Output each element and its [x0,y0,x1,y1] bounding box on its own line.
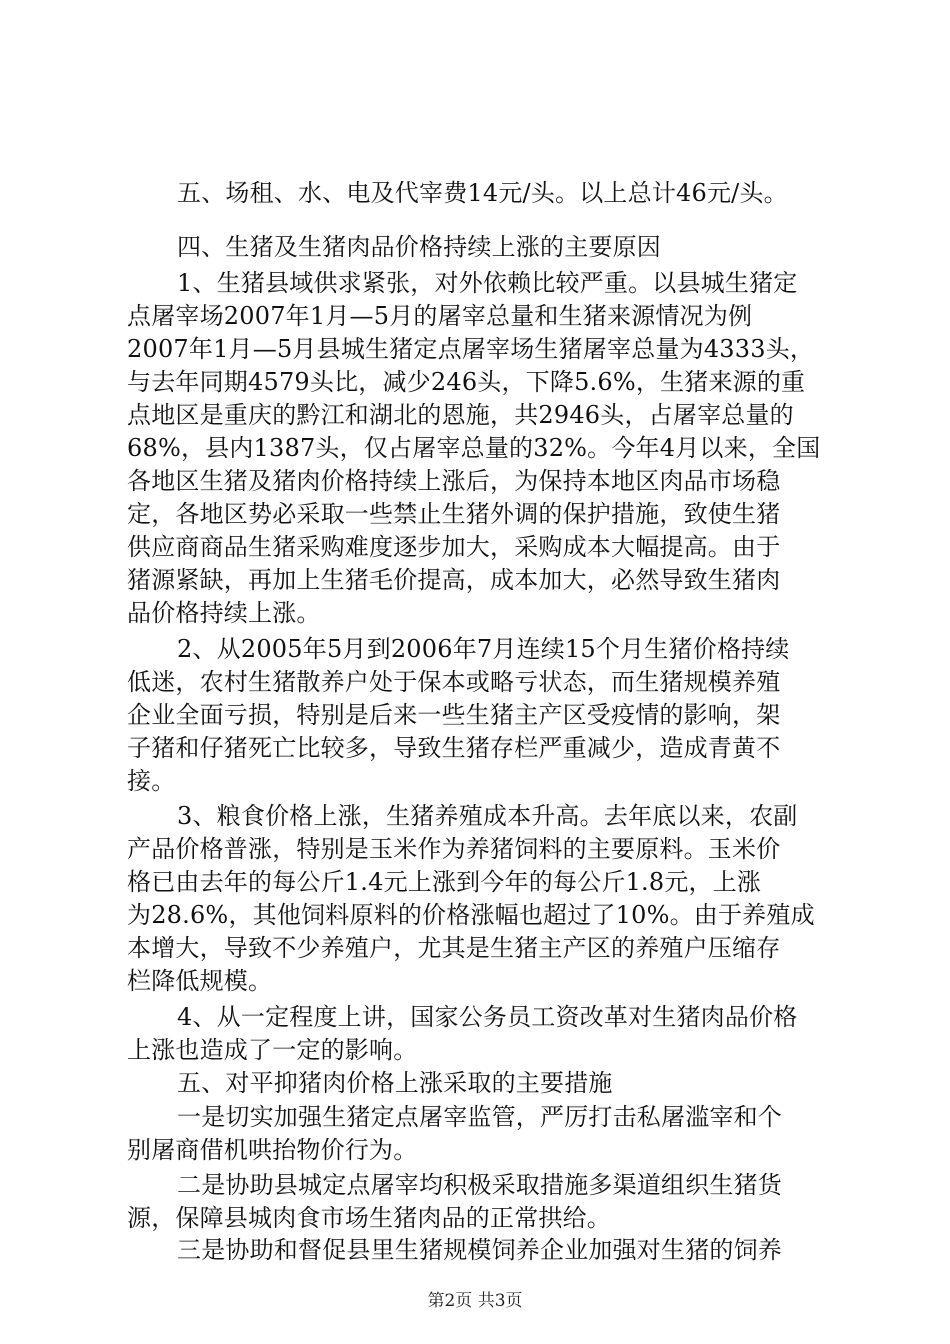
paragraph-line: 别屠商借机哄抬物价行为。 [127,1136,418,1164]
paragraph-line: 接。 [127,767,176,795]
paragraph-line: 与去年同期4579头比，减少246头，下降5.6%，生猪来源的重 [127,368,806,396]
paragraph-line: 2007年1月—5月县城生猪定点屠宰场生猪屠宰总量为4333头， [127,335,815,363]
paragraph-line: 68%，县内1387头，仅占屠宰总量的32%。今年4月以来，全国 [127,434,821,462]
paragraph-line: 低迷，农村生猪散养户处于保本或略亏状态，而生猪规模养殖 [127,668,781,696]
paragraph-line: 点地区是重庆的黔江和湖北的恩施，共2946头，占屠宰总量的 [127,401,794,429]
paragraph-line: 一是切实加强生猪定点屠宰监管，严厉打击私屠滥宰和个 [177,1103,782,1131]
paragraph-line: 上涨也造成了一定的影响。 [127,1036,418,1064]
paragraph-line: 五、场租、水、电及代宰费14元/头。以上总计46元/头。 [177,179,788,207]
paragraph-line: 企业全面亏损，特别是后来一些生猪主产区受疫情的影响，架 [127,701,781,729]
page-number-footer: 第2页 共3页 [427,1291,523,1311]
paragraph-line: 本增大，导致不少养殖户，尤其是生猪主产区的养殖户压缩存 [127,934,781,962]
paragraph-line: 源，保障县城肉食市场生猪肉品的正常拱给。 [127,1204,611,1232]
paragraph-line: 品价格持续上涨。 [127,599,321,627]
section-heading: 五、对平抑猪肉价格上涨采取的主要措施 [177,1069,613,1097]
paragraph-line: 二是协助县城定点屠宰均积极采取措施多渠道组织生猪货 [177,1171,782,1199]
paragraph-line: 格已由去年的每公斤1.4元上涨到今年的每公斤1.8元，上涨 [127,868,762,896]
paragraph-line: 三是协助和督促县里生猪规模饲养企业加强对生猪的饲养 [177,1236,782,1264]
paragraph-line: 栏降低规模。 [127,967,273,995]
paragraph-line: 为28.6%，其他饲料原料的价格涨幅也超过了10%。由于养殖成 [127,901,815,929]
paragraph-line: 猪源紧缺，再加上生猪毛价提高，成本加大，必然导致生猪肉 [127,566,781,594]
paragraph-line: 产品价格普涨，特别是玉米作为养猪饲料的主要原料。玉米价 [127,835,781,863]
paragraph-line: 1、生猪县域供求紧张，对外依赖比较严重。以县城生猪定 [177,269,798,297]
paragraph-line: 3、粮食价格上涨，生猪养殖成本升高。去年底以来，农副 [177,802,798,830]
paragraph-line: 点屠宰场2007年1月—5月的屠宰总量和生猪来源情况为例 [127,302,753,330]
paragraph-line: 2、从2005年5月到2006年7月连续15个月生猪价格持续 [177,635,790,663]
paragraph-line: 定，各地区势必采取一些禁止生猪外调的保护措施，致使生猪 [127,500,781,528]
paragraph-line: 子猪和仔猪死亡比较多，导致生猪存栏严重减少，造成青黄不 [127,734,781,762]
section-heading: 四、生猪及生猪肉品价格持续上涨的主要原因 [177,233,661,261]
paragraph-line: 供应商商品生猪采购难度逐步加大，采购成本大幅提高。由于 [127,533,781,561]
paragraph-line: 各地区生猪及猪肉价格持续上涨后，为保持本地区肉品市场稳 [127,467,781,495]
paragraph-line: 4、从一定程度上讲，国家公务员工资改革对生猪肉品价格 [177,1003,798,1031]
